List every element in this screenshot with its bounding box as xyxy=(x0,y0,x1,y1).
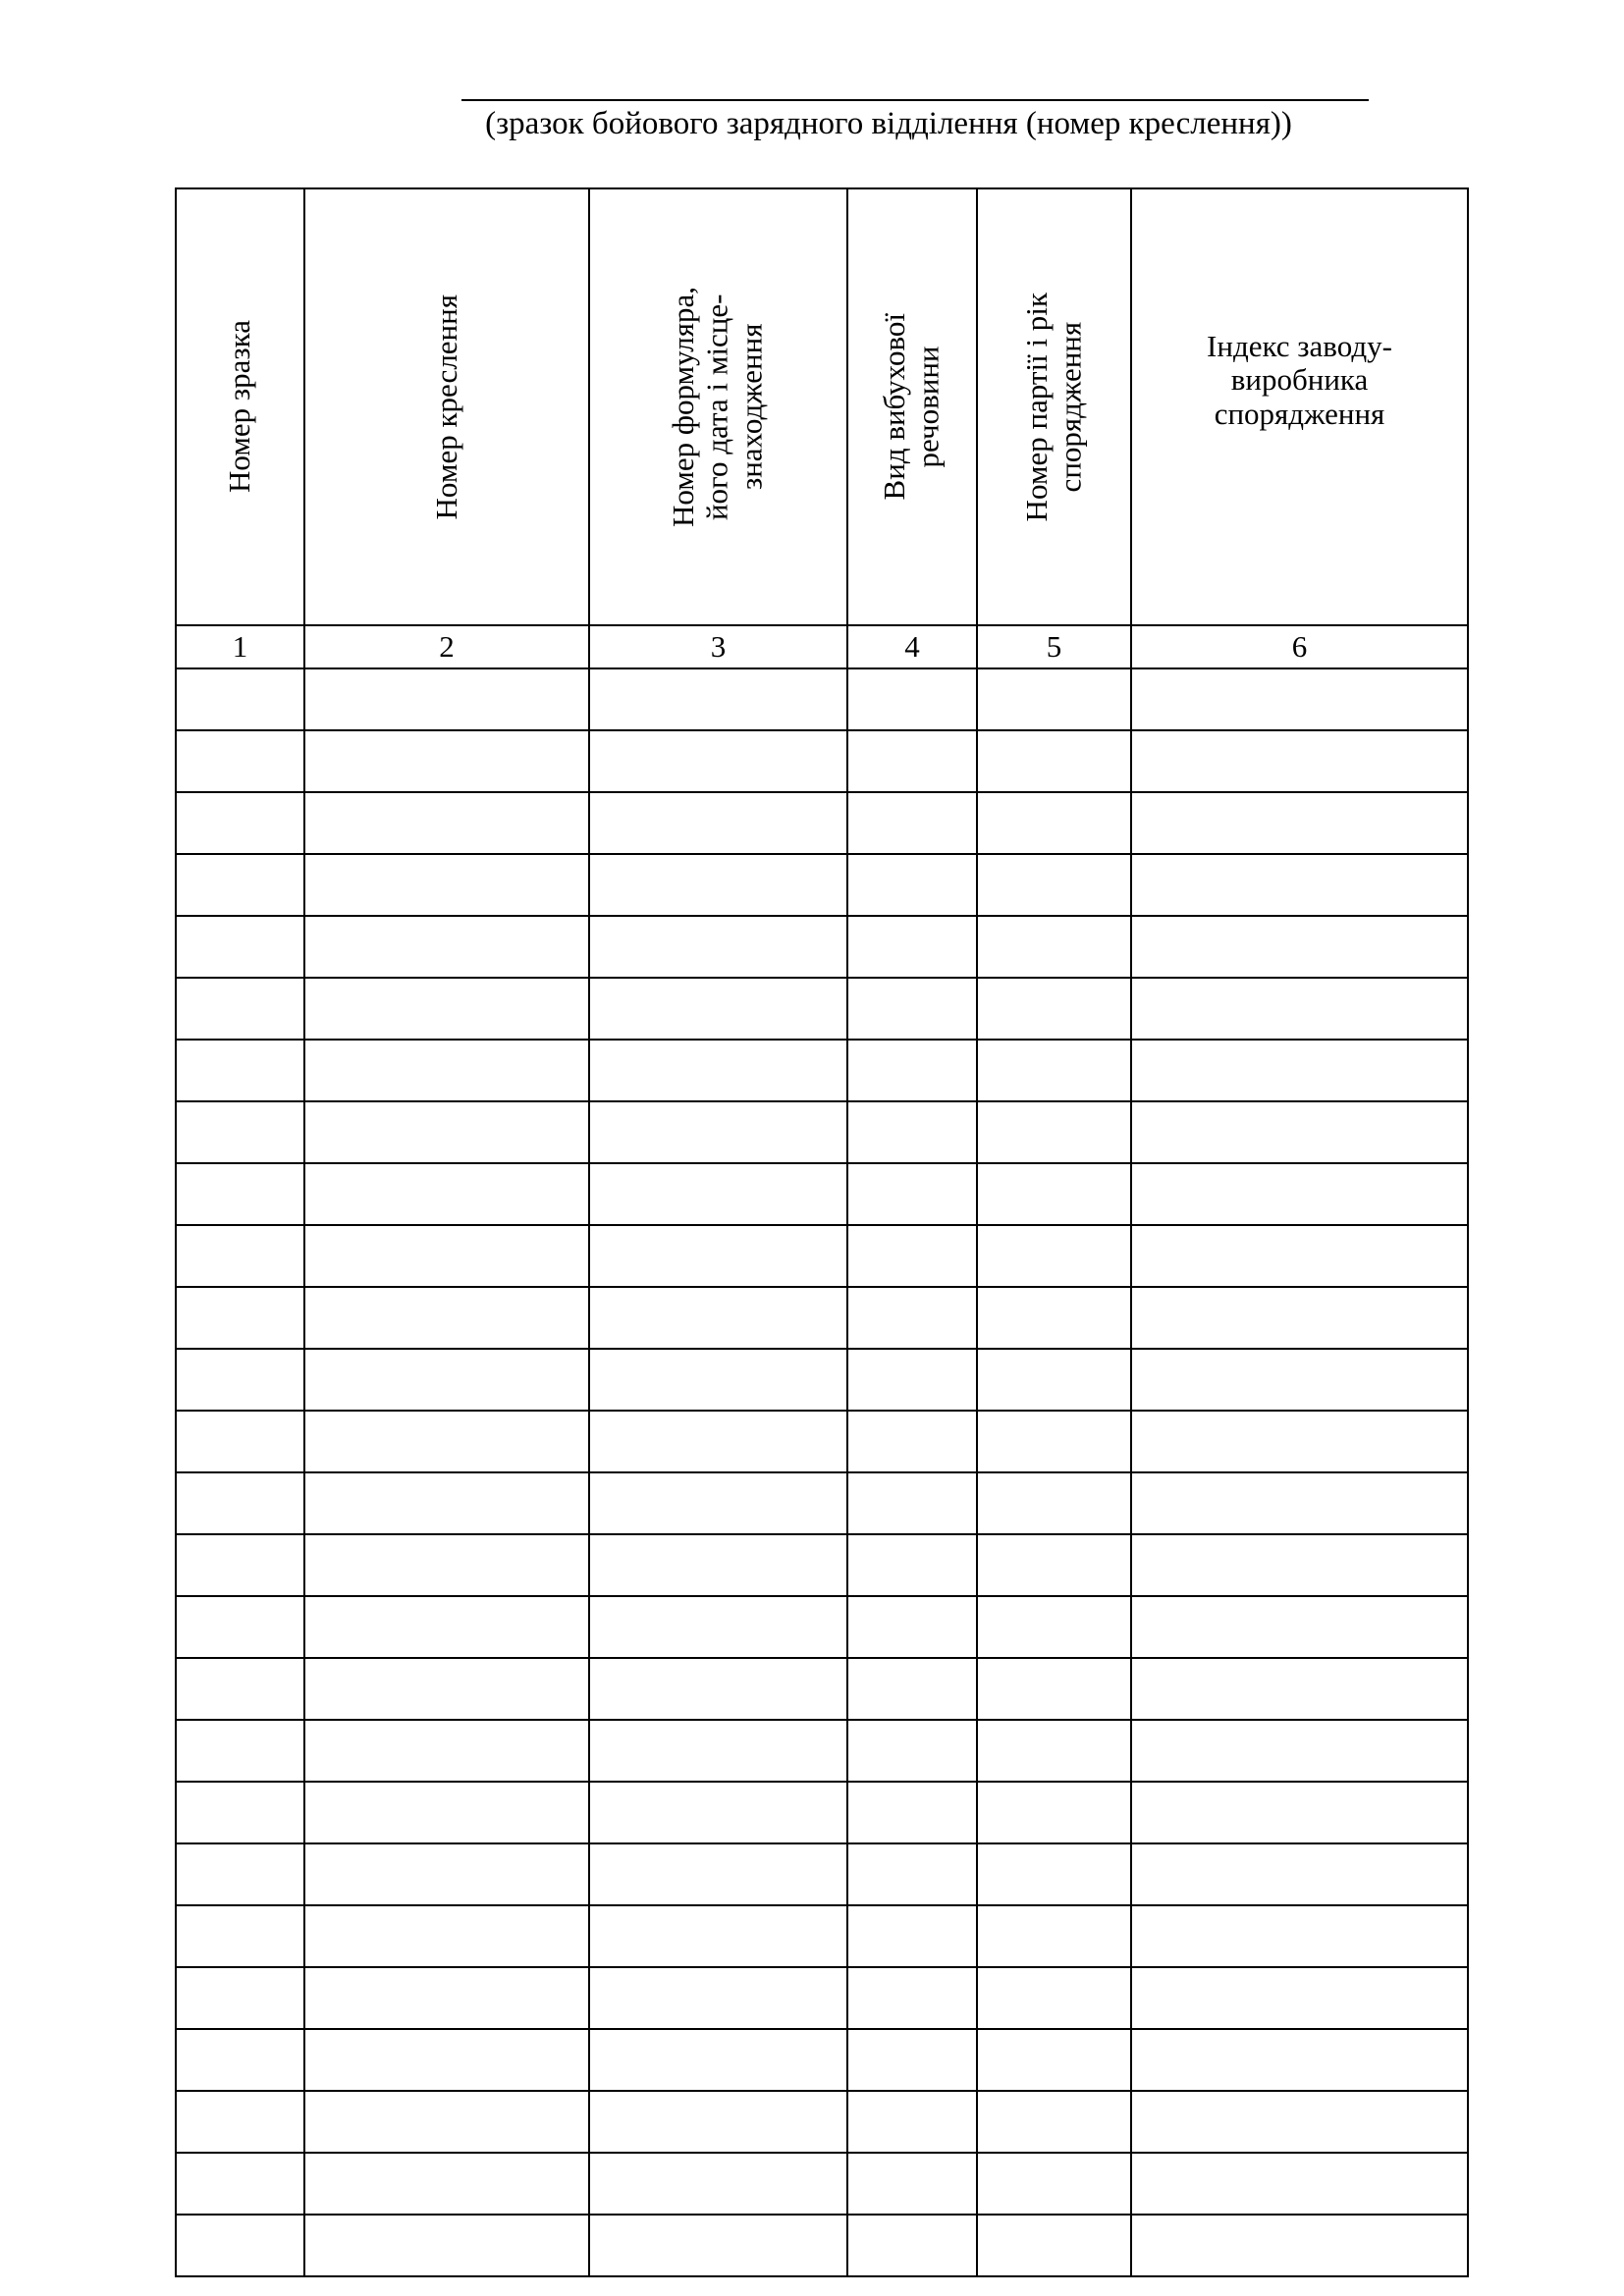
table-cell[interactable] xyxy=(176,2215,304,2276)
table-cell[interactable] xyxy=(1131,854,1468,916)
table-cell[interactable] xyxy=(304,1596,589,1658)
table-cell[interactable] xyxy=(304,1411,589,1472)
table-cell[interactable] xyxy=(847,1782,977,1843)
table-cell[interactable] xyxy=(1131,1843,1468,1905)
table-row xyxy=(176,978,1468,1040)
table-cell[interactable] xyxy=(977,854,1131,916)
table-row xyxy=(176,2091,1468,2153)
table-cell[interactable] xyxy=(304,1101,589,1163)
table-row xyxy=(176,1534,1468,1596)
table-cell[interactable] xyxy=(176,1040,304,1101)
table-cell[interactable] xyxy=(589,1843,847,1905)
header-row xyxy=(176,188,1468,625)
table-cell[interactable] xyxy=(304,1905,589,1967)
table-cell[interactable] xyxy=(1131,1658,1468,1720)
table-cell[interactable] xyxy=(304,2029,589,2091)
header-cell-sample-number xyxy=(176,188,304,625)
table-cell[interactable] xyxy=(847,916,977,978)
table-cell[interactable] xyxy=(589,1349,847,1411)
table-cell[interactable] xyxy=(977,978,1131,1040)
table-cell[interactable] xyxy=(847,1967,977,2029)
table-cell[interactable] xyxy=(1131,668,1468,730)
table-row xyxy=(176,1843,1468,1905)
table-cell[interactable] xyxy=(176,1905,304,1967)
table-cell[interactable] xyxy=(977,1472,1131,1534)
table-cell[interactable] xyxy=(977,1101,1131,1163)
table-cell[interactable] xyxy=(176,1225,304,1287)
table-cell[interactable] xyxy=(847,1411,977,1472)
table-cell[interactable] xyxy=(589,2153,847,2215)
table-cell[interactable] xyxy=(304,1163,589,1225)
table-cell[interactable] xyxy=(589,1596,847,1658)
table-cell[interactable] xyxy=(847,1720,977,1782)
column-number-cell: 4 xyxy=(847,625,977,668)
table-cell[interactable] xyxy=(589,916,847,978)
table-row xyxy=(176,1905,1468,1967)
table-cell[interactable] xyxy=(1131,1905,1468,1967)
table-cell[interactable] xyxy=(176,854,304,916)
table-cell[interactable] xyxy=(847,792,977,854)
table-row xyxy=(176,916,1468,978)
form-caption: (зразок бойового зарядного відділення (номер креслення)) xyxy=(485,106,1292,141)
table-cell[interactable] xyxy=(1131,1596,1468,1658)
table-row xyxy=(176,1287,1468,1349)
table-cell[interactable] xyxy=(304,1720,589,1782)
table-cell[interactable] xyxy=(304,854,589,916)
table-cell[interactable] xyxy=(589,1287,847,1349)
table-cell[interactable] xyxy=(977,1349,1131,1411)
table-cell[interactable] xyxy=(847,854,977,916)
register-table xyxy=(175,187,1469,2277)
table-cell[interactable] xyxy=(977,1040,1131,1101)
table-row xyxy=(176,1101,1468,1163)
table-cell[interactable] xyxy=(977,1534,1131,1596)
table-cell[interactable] xyxy=(304,1225,589,1287)
table-cell[interactable] xyxy=(1131,1040,1468,1101)
table-cell[interactable] xyxy=(304,1349,589,1411)
table-cell[interactable] xyxy=(1131,1967,1468,2029)
table-cell[interactable] xyxy=(589,1411,847,1472)
table-cell[interactable] xyxy=(1131,978,1468,1040)
table-cell[interactable] xyxy=(589,1658,847,1720)
table-cell[interactable] xyxy=(1131,1287,1468,1349)
table-cell[interactable] xyxy=(304,792,589,854)
table-cell[interactable] xyxy=(847,1101,977,1163)
table-cell[interactable] xyxy=(176,1967,304,2029)
table-cell[interactable] xyxy=(589,1101,847,1163)
table-cell[interactable] xyxy=(847,1596,977,1658)
table-cell[interactable] xyxy=(176,1534,304,1596)
table-cell[interactable] xyxy=(304,916,589,978)
table-cell[interactable] xyxy=(589,1472,847,1534)
table-cell[interactable] xyxy=(1131,2215,1468,2276)
column-number-cell: 5 xyxy=(977,625,1131,668)
table-cell[interactable] xyxy=(589,2091,847,2153)
header-cell-explosive-type xyxy=(847,188,977,625)
header-label-manufacturer-index: Індекс заводу- виробника спорядження xyxy=(1207,328,1392,432)
table-row xyxy=(176,854,1468,916)
table-row xyxy=(176,1596,1468,1658)
table-row xyxy=(176,1349,1468,1411)
header-cell-logbook-number xyxy=(589,188,847,625)
caption-fill-line xyxy=(461,99,1369,101)
table-cell[interactable] xyxy=(847,730,977,792)
table-row xyxy=(176,1720,1468,1782)
header-label-batch-year: Номер партії і рік спорядження xyxy=(1018,292,1088,522)
table-cell[interactable] xyxy=(847,1905,977,1967)
table-cell[interactable] xyxy=(1131,1411,1468,1472)
table-row xyxy=(176,792,1468,854)
table-cell[interactable] xyxy=(589,1163,847,1225)
table-cell[interactable] xyxy=(176,1411,304,1472)
column-number-cell: 2 xyxy=(304,625,589,668)
table-row xyxy=(176,1472,1468,1534)
table-row xyxy=(176,1658,1468,1720)
table-body xyxy=(176,668,1468,2276)
table-cell[interactable] xyxy=(176,916,304,978)
table-cell[interactable] xyxy=(304,1782,589,1843)
table-cell[interactable] xyxy=(847,1225,977,1287)
column-number-row xyxy=(176,625,1468,668)
table-cell[interactable] xyxy=(977,1843,1131,1905)
table-cell[interactable] xyxy=(977,2215,1131,2276)
table-cell[interactable] xyxy=(176,1658,304,1720)
table-cell[interactable] xyxy=(176,978,304,1040)
column-number-cell: 3 xyxy=(589,625,847,668)
table-cell[interactable] xyxy=(977,1163,1131,1225)
table-cell[interactable] xyxy=(176,2029,304,2091)
table-cell[interactable] xyxy=(977,792,1131,854)
table-row xyxy=(176,2029,1468,2091)
table-cell[interactable] xyxy=(304,1040,589,1101)
table-cell[interactable] xyxy=(977,730,1131,792)
table-cell[interactable] xyxy=(977,1225,1131,1287)
header-cell-batch-year xyxy=(977,188,1131,625)
table-cell[interactable] xyxy=(589,1967,847,2029)
table-cell[interactable] xyxy=(589,792,847,854)
table-cell[interactable] xyxy=(1131,2029,1468,2091)
table-cell[interactable] xyxy=(176,2153,304,2215)
table-cell[interactable] xyxy=(847,1287,977,1349)
table-row xyxy=(176,730,1468,792)
table-row xyxy=(176,668,1468,730)
table-cell[interactable] xyxy=(977,2091,1131,2153)
table-cell[interactable] xyxy=(589,1720,847,1782)
table-row xyxy=(176,2215,1468,2276)
table-cell[interactable] xyxy=(589,1782,847,1843)
table-cell[interactable] xyxy=(589,1534,847,1596)
table-row xyxy=(176,1163,1468,1225)
table-row xyxy=(176,1225,1468,1287)
table-cell[interactable] xyxy=(176,1782,304,1843)
header-label-logbook-number: Номер формуляра, його дата і місце- знаходження xyxy=(666,286,769,528)
table-cell[interactable] xyxy=(1131,1472,1468,1534)
table-cell[interactable] xyxy=(847,978,977,1040)
table-cell[interactable] xyxy=(176,668,304,730)
table-cell[interactable] xyxy=(304,2215,589,2276)
table-cell[interactable] xyxy=(977,2029,1131,2091)
table-cell[interactable] xyxy=(977,1720,1131,1782)
table-cell[interactable] xyxy=(847,1040,977,1101)
table-cell[interactable] xyxy=(304,1287,589,1349)
table-cell[interactable] xyxy=(847,1658,977,1720)
table-cell[interactable] xyxy=(1131,1534,1468,1596)
table-cell[interactable] xyxy=(847,2029,977,2091)
table-cell[interactable] xyxy=(1131,2091,1468,2153)
header-label-drawing-number: Номер креслення xyxy=(428,294,463,520)
table-cell[interactable] xyxy=(589,668,847,730)
header-label-explosive-type: Вид вибухової речовини xyxy=(877,313,946,501)
table-cell[interactable] xyxy=(977,2153,1131,2215)
table-cell[interactable] xyxy=(847,1349,977,1411)
table-cell[interactable] xyxy=(977,1782,1131,1843)
table-cell[interactable] xyxy=(589,730,847,792)
table-cell[interactable] xyxy=(847,2215,977,2276)
table-cell[interactable] xyxy=(176,1472,304,1534)
table-cell[interactable] xyxy=(847,1534,977,1596)
table-cell[interactable] xyxy=(176,1843,304,1905)
table-cell[interactable] xyxy=(977,1411,1131,1472)
column-number-cell: 6 xyxy=(1131,625,1468,668)
table-row xyxy=(176,1782,1468,1843)
table-cell[interactable] xyxy=(176,1163,304,1225)
table-cell[interactable] xyxy=(977,1596,1131,1658)
table-cell[interactable] xyxy=(176,2091,304,2153)
table-cell[interactable] xyxy=(176,1101,304,1163)
table-cell[interactable] xyxy=(176,1287,304,1349)
table-row xyxy=(176,2153,1468,2215)
table-cell[interactable] xyxy=(1131,916,1468,978)
header-cell-manufacturer-index xyxy=(1131,188,1468,625)
column-number-cell: 1 xyxy=(176,625,304,668)
table-cell[interactable] xyxy=(304,668,589,730)
table-cell[interactable] xyxy=(1131,1225,1468,1287)
table-row xyxy=(176,1967,1468,2029)
table-cell[interactable] xyxy=(304,1967,589,2029)
table-cell[interactable] xyxy=(589,1040,847,1101)
table-cell[interactable] xyxy=(847,1472,977,1534)
table-cell[interactable] xyxy=(977,1658,1131,1720)
header-cell-drawing-number xyxy=(304,188,589,625)
table-cell[interactable] xyxy=(176,1720,304,1782)
table-cell[interactable] xyxy=(1131,1720,1468,1782)
table-cell[interactable] xyxy=(589,978,847,1040)
table-cell[interactable] xyxy=(304,978,589,1040)
table-cell[interactable] xyxy=(304,1472,589,1534)
table-cell[interactable] xyxy=(304,2153,589,2215)
table-cell[interactable] xyxy=(847,2091,977,2153)
table-cell[interactable] xyxy=(589,2029,847,2091)
table-cell[interactable] xyxy=(1131,1782,1468,1843)
table-cell[interactable] xyxy=(1131,1101,1468,1163)
table-cell[interactable] xyxy=(176,1349,304,1411)
table-cell[interactable] xyxy=(304,1534,589,1596)
table-cell[interactable] xyxy=(977,1287,1131,1349)
table-cell[interactable] xyxy=(977,916,1131,978)
table-cell[interactable] xyxy=(176,792,304,854)
table-cell[interactable] xyxy=(589,1225,847,1287)
table-cell[interactable] xyxy=(589,1905,847,1967)
table-cell[interactable] xyxy=(589,2215,847,2276)
table-cell[interactable] xyxy=(1131,1163,1468,1225)
table-row xyxy=(176,1040,1468,1101)
header-label-sample-number: Номер зразка xyxy=(222,320,257,494)
table-cell[interactable] xyxy=(977,1905,1131,1967)
table-cell[interactable] xyxy=(1131,1349,1468,1411)
table-cell[interactable] xyxy=(1131,730,1468,792)
table-cell[interactable] xyxy=(304,1658,589,1720)
table-cell[interactable] xyxy=(1131,792,1468,854)
table-cell[interactable] xyxy=(176,1596,304,1658)
table-cell[interactable] xyxy=(1131,2153,1468,2215)
table-cell[interactable] xyxy=(847,1163,977,1225)
table-cell[interactable] xyxy=(176,730,304,792)
table-cell[interactable] xyxy=(589,854,847,916)
table-cell[interactable] xyxy=(847,668,977,730)
table-cell[interactable] xyxy=(304,2091,589,2153)
table-row xyxy=(176,1411,1468,1472)
table-cell[interactable] xyxy=(847,2153,977,2215)
table-cell[interactable] xyxy=(304,730,589,792)
table-cell[interactable] xyxy=(977,668,1131,730)
table-cell[interactable] xyxy=(847,1843,977,1905)
table-cell[interactable] xyxy=(304,1843,589,1905)
table-cell[interactable] xyxy=(977,1967,1131,2029)
